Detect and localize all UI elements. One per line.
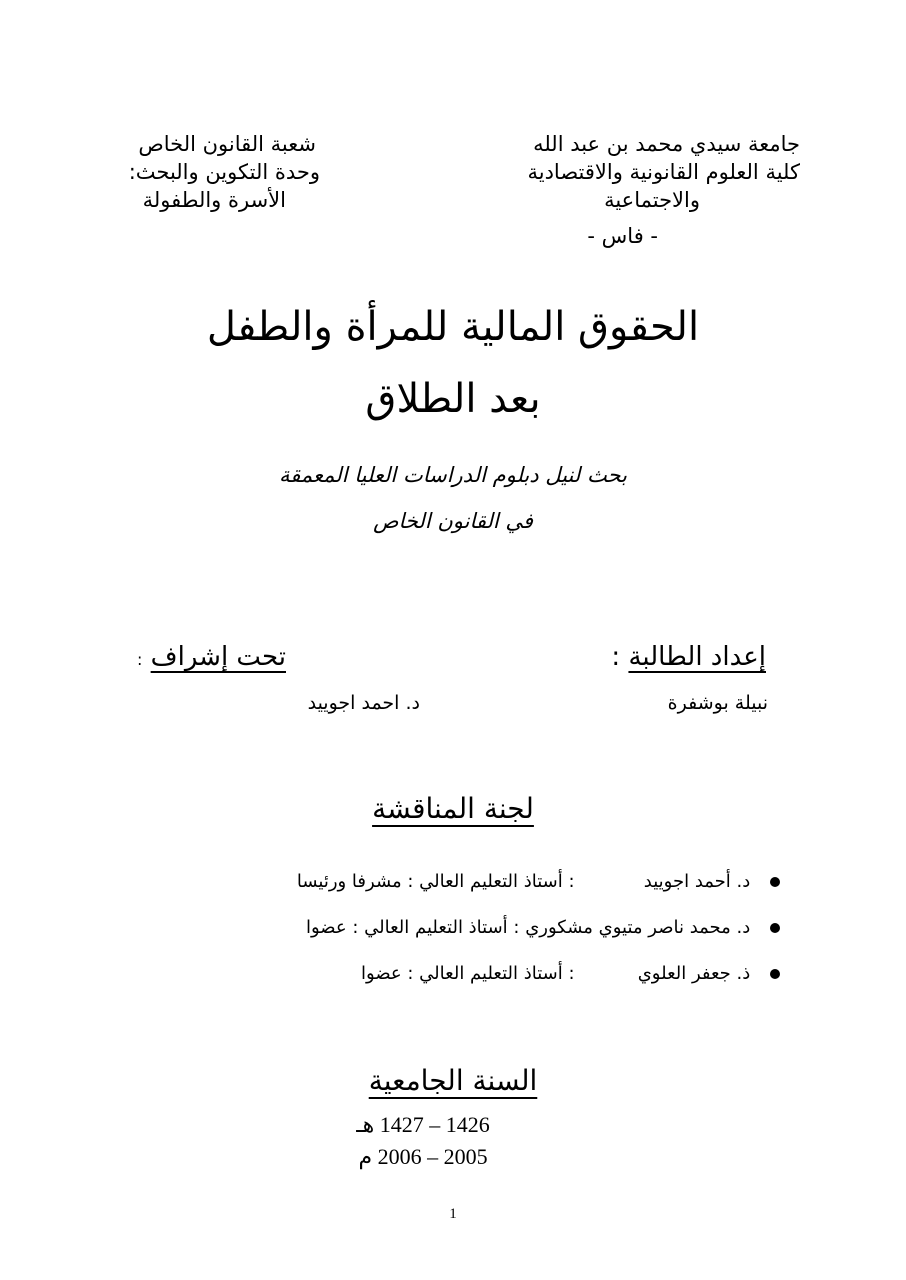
bullet-icon: [770, 877, 780, 887]
student-name: نبيلة بوشفرة: [667, 692, 768, 714]
academic-year-title: [0, 1062, 906, 1100]
university-name: جامعة سيدي محمد بن عبد الله: [533, 132, 800, 156]
academic-year-hijri: 1426 – 1427 هـ: [356, 1112, 490, 1137]
prepared-by-label: إعداد الطالبة: [628, 642, 766, 672]
member-name: د. محمد ناصر متيوي مشكوري: [525, 917, 751, 938]
supervision-colon: :: [136, 650, 143, 669]
degree-subtitle-line-2: في القانون الخاص: [373, 509, 533, 533]
bullet-icon: [770, 969, 780, 979]
member-role: : أستاذ التعليم العالي : عضوا: [305, 917, 520, 938]
committee-title-text: لجنة المناقشة: [372, 792, 534, 825]
department-name: شعبة القانون الخاص: [138, 132, 316, 156]
member-role: : أستاذ التعليم العالي : مشرفا ورئيسا: [296, 871, 575, 892]
prepared-by-colon: :: [611, 642, 621, 672]
thesis-title-line-1: الحقوق المالية للمرأة والطفل: [206, 304, 700, 350]
committee-member: [297, 867, 780, 897]
committee-member: [306, 913, 780, 943]
member-role: : أستاذ التعليم العالي : عضوا: [361, 963, 575, 984]
page-number: 1: [449, 1206, 457, 1222]
city-name: - فاس -: [587, 224, 658, 248]
member-name: ذ. جعفر العلوي: [637, 963, 751, 984]
supervision-label-row: [137, 640, 286, 677]
academic-year-gregorian: 2005 – 2006 م: [358, 1144, 488, 1169]
prepared-by-label-row: [611, 640, 766, 674]
thesis-title-line-2: بعد الطلاق: [365, 376, 541, 422]
faculty-name: كلية العلوم القانونية والاقتصادية: [527, 160, 800, 184]
degree-subtitle-line-1: بحث لنيل دبلوم الدراسات العليا المعمقة: [279, 463, 627, 487]
member-name: د. أحمد اجوييد: [643, 871, 751, 892]
supervision-label: تحت إشراف: [150, 642, 286, 672]
committee-member: [361, 959, 780, 989]
academic-year-title-text: السنة الجامعية: [368, 1064, 538, 1097]
faculty-name-continued: والاجتماعية: [604, 188, 700, 212]
research-unit-label: وحدة التكوين والبحث:: [128, 160, 320, 184]
committee-title: [0, 790, 906, 828]
bullet-icon: [770, 923, 780, 933]
research-unit-name: الأسرة والطفولة: [142, 188, 286, 212]
supervisor-name: د. احمد اجوييد: [307, 692, 420, 714]
